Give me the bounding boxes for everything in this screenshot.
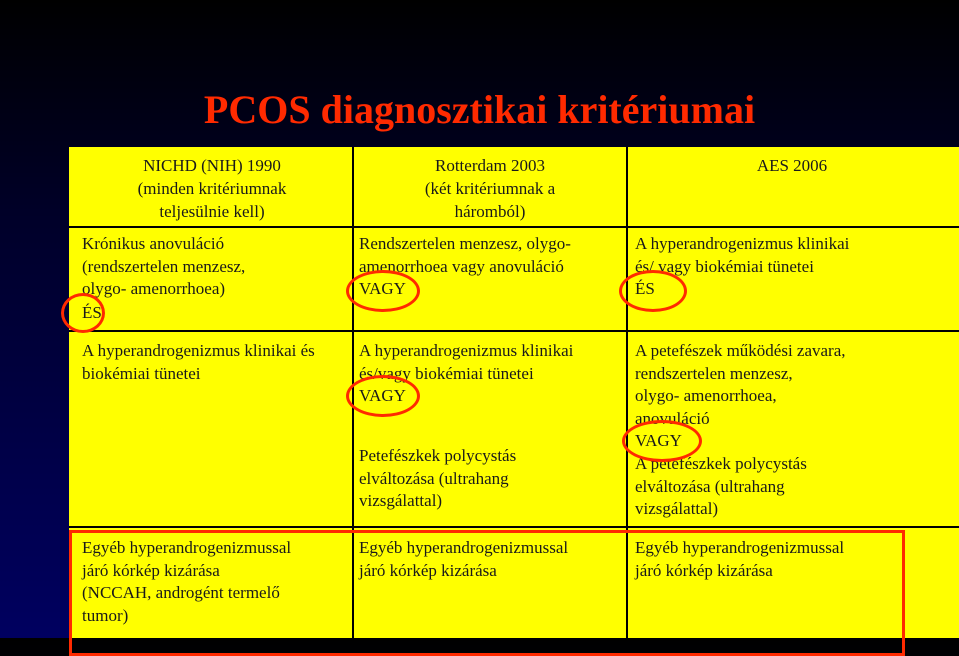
criterion-line: (rendszertelen menzesz,: [82, 256, 246, 276]
criterion-line: járó kórkép kizárása: [635, 560, 773, 580]
connector-es: ÉS: [82, 303, 102, 322]
criterion-line: anovuláció: [635, 408, 710, 428]
header-line: (két kritériumnak a: [424, 179, 556, 198]
criterion-line: olygo- amenorrhoea): [82, 279, 226, 298]
header-line: háromból): [454, 202, 526, 221]
criterion-line: és/vagy biokémiai tünetei: [359, 363, 534, 383]
highlight-ring: [61, 293, 105, 333]
criterion-line: A petefészek működési zavara,: [635, 341, 846, 360]
row-divider: [69, 226, 959, 228]
highlight-ring: [346, 270, 420, 312]
header-nichd: [77, 154, 347, 223]
connector-vagy: VAGY: [359, 279, 406, 298]
header-line: AES 2006: [756, 156, 828, 175]
highlight-ring: [346, 375, 420, 417]
criterion-line: tumor): [82, 605, 129, 625]
aes-criterion-hyperandrogenism: [635, 233, 959, 278]
header-rotterdam: [357, 154, 623, 223]
criterion-line: és/ vagy biokémiai tünetei: [635, 256, 814, 276]
criterion-line: járó kórkép kizárása: [82, 560, 220, 580]
criterion-line: olygo- amenorrhoea,: [635, 386, 777, 405]
criteria-table: [69, 147, 959, 638]
criterion-line: Egyéb hyperandrogenizmussal: [359, 538, 569, 557]
header-line: teljesülnie kell): [159, 202, 265, 221]
criterion-line: A hyperandrogenizmus klinikai és: [82, 341, 315, 360]
highlight-ring: [619, 270, 687, 312]
connector-es: ÉS: [635, 279, 655, 298]
criterion-line: vizsgálattal): [359, 491, 443, 510]
aes-criterion-polycystic: [635, 453, 959, 521]
criterion-line: A hyperandrogenizmus klinikai: [359, 341, 574, 360]
nichd-criterion-hyperandrogenism: [82, 340, 377, 385]
header-line: Rotterdam 2003: [434, 156, 545, 175]
rotterdam-criterion-menstrual: [359, 233, 653, 278]
criterion-line: Egyéb hyperandrogenizmussal: [82, 538, 292, 557]
connector-vagy: VAGY: [635, 431, 682, 450]
criterion-line: Petefészkek polycystás: [359, 446, 517, 465]
criterion-line: elváltozása (ultrahang: [635, 476, 785, 496]
criterion-line: A petefészkek polycystás: [635, 454, 807, 473]
criterion-line: (NCCAH, androgént termelő: [82, 583, 280, 602]
criterion-line: biokémiai tünetei: [82, 363, 201, 383]
criterion-line: Rendszertelen menzesz, olygo-: [359, 234, 571, 253]
criterion-line: Krónikus anovuláció: [82, 234, 225, 253]
row-divider: [69, 330, 959, 332]
exclusion-row-highlight: [69, 530, 905, 656]
connector-vagy: VAGY: [359, 386, 406, 405]
header-line: (minden kritériumnak: [137, 179, 287, 198]
row-divider: [69, 526, 959, 528]
criterion-line: Egyéb hyperandrogenizmussal: [635, 538, 845, 557]
criterion-line: rendszertelen menzesz,: [635, 363, 793, 383]
nichd-criterion-anovulation: [82, 233, 377, 301]
highlight-ring: [622, 420, 702, 462]
header-line: NICHD (NIH) 1990: [143, 156, 281, 175]
header-aes: [631, 154, 953, 177]
aes-criterion-ovarian-dysfunction: [635, 340, 959, 430]
criterion-line: vizsgálattal): [635, 499, 719, 518]
rotterdam-criterion-polycystic: [359, 445, 653, 513]
criterion-line: járó kórkép kizárása: [359, 560, 497, 580]
criterion-line: elváltozása (ultrahang: [359, 468, 509, 488]
criterion-line: amenorrhoea vagy anovuláció: [359, 256, 564, 276]
criterion-line: A hyperandrogenizmus klinikai: [635, 234, 850, 253]
slide-title: PCOS diagnosztikai kritériumai: [203, 87, 756, 132]
